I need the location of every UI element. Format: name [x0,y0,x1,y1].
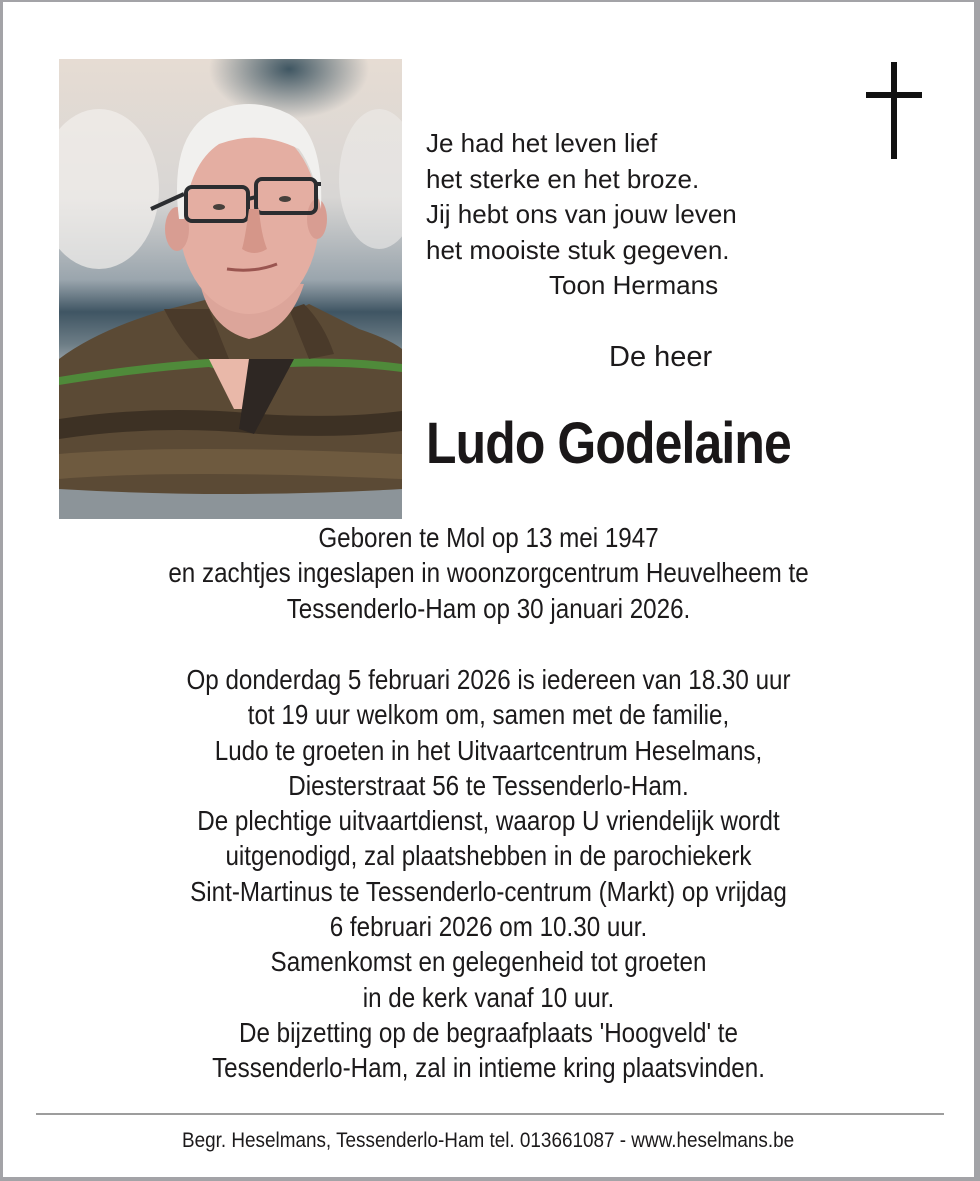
poem-line: Jij hebt ons van jouw leven [426,199,737,229]
footer-divider [36,1113,944,1115]
ceremony-line: Samenkomst en gelegenheid tot groeten [270,946,707,978]
ceremony-line: Sint-Martinus te Tessenderlo-centrum (Markt) op vrijdag [190,875,787,907]
ceremony-line: Op donderdag 5 februari 2026 is iedereen van 18.30 uur [186,664,791,695]
ceremony-line: Tessenderlo-Ham, zal in intieme kring plaatsvinden. [212,1052,765,1084]
ceremony-line: 6 februari 2026 om 10.30 uur. [329,911,648,943]
cross-icon [866,62,922,159]
death-line: Tessenderlo-Ham op 30 januari 2026. [286,592,691,624]
birth-death-info [3,520,974,626]
cross-vertical-bar [891,62,897,159]
cross-horizontal-bar [866,92,922,98]
honorific: De heer [609,341,713,373]
poem-author: Toon Hermans [549,270,719,300]
death-line: en zachtjes ingeslapen in woonzorgcentrum Heuvelheem te [168,557,809,589]
deceased-name: Ludo Godelaine [426,411,791,476]
poem-line: Je had het leven lief [426,128,658,158]
ceremony-line: De plechtige uitvaartdienst, waarop U vriendelijk wordt [197,805,780,837]
ceremony-line: in de kerk vanaf 10 uur. [362,981,615,1013]
poem [426,126,737,304]
ceremony-line: De bijzetting op de begraafplaats 'Hoogveld' te [239,1016,738,1048]
ceremony-info [3,662,974,1086]
ceremony-line: uitgenodigd, zal plaatshebben in de parochiekerk [225,840,752,872]
funeral-home-footer [3,1127,974,1155]
poem-line: het sterke en het broze. [426,163,700,194]
ceremony-line: tot 19 uur welkom om, samen met de familie, [247,699,730,731]
footer-text: Begr. Heselmans, Tessenderlo-Ham tel. 013661087 - www.heselmans.be [182,1129,795,1152]
obituary-card [3,2,974,1177]
birth-line: Geboren te Mol op 13 mei 1947 [318,522,659,553]
portrait-photo [59,59,402,519]
ceremony-line: Ludo te groeten in het Uitvaartcentrum Heselmans, [214,734,763,766]
ceremony-line: Diesterstraat 56 te Tessenderlo-Ham. [288,769,689,801]
poem-line: het mooiste stuk gegeven. [426,234,730,265]
portrait-illustration [59,59,402,519]
